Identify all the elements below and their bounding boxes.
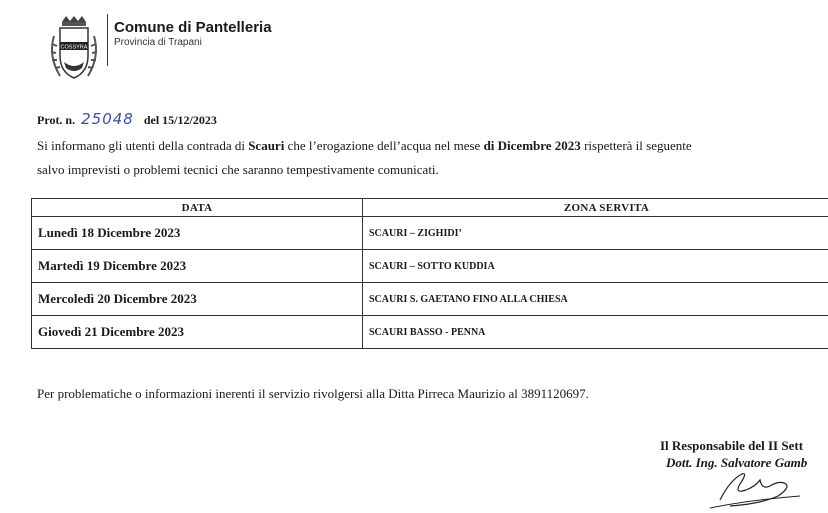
intro-line-1	[37, 138, 692, 154]
protocol-date: del 15/12/2023	[143, 113, 217, 127]
table-header-row	[32, 199, 828, 217]
contact-info: Per problematiche o informazioni inerenti il servizio rivolgersi alla Ditta Pirreca Maurizio al 3891120697.	[37, 386, 589, 401]
provincia-name: Provincia di Trapani	[114, 37, 202, 48]
table-row	[32, 250, 828, 283]
table-row	[32, 283, 828, 316]
row-zone: SCAURI BASSO - PENNA	[363, 316, 828, 349]
row-date: Mercoledì 20 Dicembre 2023	[32, 283, 363, 316]
row-date: Giovedì 21 Dicembre 2023	[32, 316, 363, 349]
comune-name: Comune di Pantelleria	[114, 19, 272, 36]
signatory-role: Il Responsabile del II Sett	[660, 438, 804, 453]
intro-text-2: che l’erogazione dell’acqua nel mese	[284, 138, 484, 153]
signatory-name: Dott. Ing. Salvatore Gamb	[666, 455, 808, 470]
row-zone: SCAURI – SOTTO KUDDIA	[363, 250, 828, 283]
schedule-table	[31, 198, 828, 349]
intro-text-3: rispetterà il seguente	[580, 138, 692, 153]
header-divider	[107, 14, 108, 66]
intro-contrada: Scauri	[248, 138, 285, 153]
comune-crest-logo	[46, 16, 102, 86]
table-row	[32, 316, 828, 349]
row-date: Lunedì 18 Dicembre 2023	[32, 217, 363, 250]
intro-text-1: Si informano gli utenti della contrada di	[37, 138, 249, 153]
row-zone: SCAURI S. GAETANO FINO ALLA CHIESA	[363, 283, 828, 316]
protocol-number: 25048	[81, 110, 134, 128]
row-zone: SCAURI – ZIGHIDI’	[363, 217, 828, 250]
row-date: Martedì 19 Dicembre 2023	[32, 250, 363, 283]
header-zona-servita: ZONA SERVITA	[363, 199, 828, 217]
protocol-line	[37, 110, 217, 128]
protocol-label: Prot. n.	[37, 113, 76, 127]
intro-period: di Dicembre 2023	[483, 138, 581, 153]
table-row	[32, 217, 828, 250]
handwritten-signature	[690, 460, 810, 513]
crest-label: COSSYRA	[60, 44, 88, 51]
intro-line-2: salvo imprevisti o problemi tecnici che saranno tempestivamente comunicati.	[37, 162, 439, 177]
header-data: DATA	[32, 199, 363, 217]
